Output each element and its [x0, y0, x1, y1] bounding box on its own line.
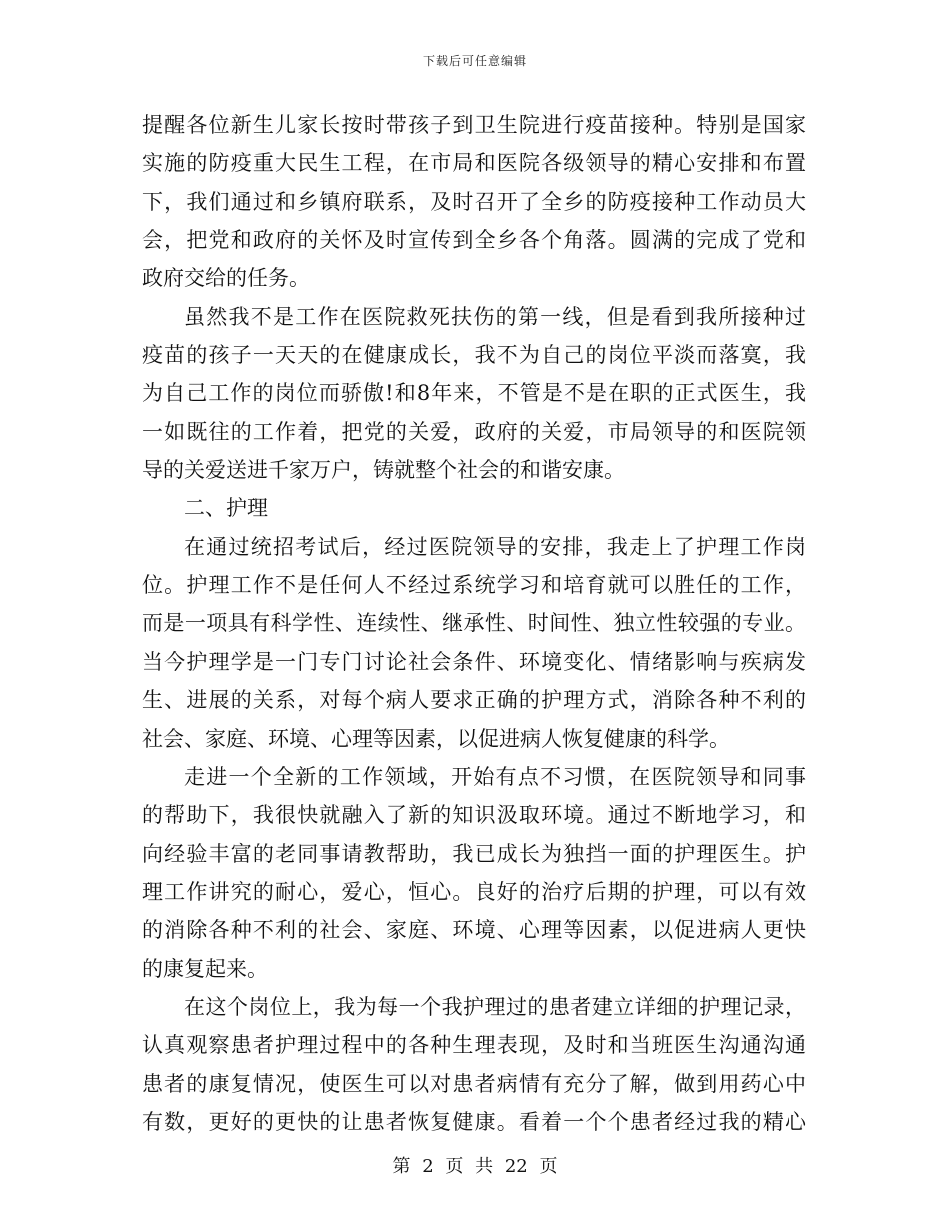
body-line: 提醒各位新生儿家长按时带孩子到卫生院进行疫苗接种。特别是国家	[142, 113, 806, 137]
section-heading: 二、护理	[184, 496, 268, 521]
body-line: 走进一个全新的工作领域，开始有点不习惯，在医院领导和同事	[184, 764, 806, 789]
body-line: 的消除各种不利的社会、家庭、环境、心理等因素，以促进病人更快	[142, 918, 806, 943]
body-line: 政府交给的任务。	[142, 266, 310, 291]
body-line: 生、进展的关系，对每个病人要求正确的护理方式，消除各种不利的	[142, 688, 806, 713]
body-line: 实施的防疫重大民生工程，在市局和医院各级领导的精心安排和布置	[142, 151, 806, 176]
body-line: 一如既往的工作着，把党的关爱，政府的关爱，市局领导的和医院领	[142, 419, 806, 444]
body-line: 社会、家庭、环境、心理等因素，以促进病人恢复健康的科学。	[142, 726, 730, 751]
body-line: 下，我们通过和乡镇府联系，及时召开了全乡的防疫接种工作动员大	[142, 189, 806, 214]
body-line: 患者的康复情况，使医生可以对患者病情有充分了解，做到用药心中	[142, 1071, 806, 1096]
body-line: 疫苗的孩子一天天的在健康成长，我不为自己的岗位平淡而落寞，我	[142, 343, 806, 368]
body-line: 位。护理工作不是任何人不经过系统学习和培育就可以胜任的工作，	[142, 573, 806, 598]
body-line: 导的关爱送进千家万户，铸就整个社会的和谐安康。	[142, 458, 625, 483]
page-number-footer: 第 2 页 共 22 页	[392, 1156, 558, 1177]
body-line: 认真观察患者护理过程中的各种生理表现，及时和当班医生沟通沟通	[142, 1033, 806, 1058]
body-line: 在通过统招考试后，经过医院领导的安排，我走上了护理工作岗	[184, 534, 806, 559]
body-line: 的康复起来。	[142, 956, 268, 981]
body-line: 的帮助下，我很快就融入了新的知识汲取环境。通过不断地学习，和	[142, 803, 806, 828]
page-header: 下载后可任意编辑	[422, 54, 527, 68]
body-line: 会，把党和政府的关怀及时宣传到全乡各个角落。圆满的完成了党和	[142, 228, 806, 253]
document-body	[142, 106, 806, 1141]
body-line: 为自己工作的岗位而骄傲!和8年来，不管是不是在职的正式医生，我	[142, 381, 806, 406]
body-line: 有数，更好的更快的让患者恢复健康。看着一个个患者经过我的精心	[142, 1109, 806, 1134]
body-line: 当今护理学是一门专门讨论社会条件、环境变化、情绪影响与疾病发	[142, 649, 806, 674]
body-line: 虽然我不是工作在医院救死扶伤的第一线，但是看到我所接种过	[184, 304, 806, 329]
body-line: 向经验丰富的老同事请教帮助，我已成长为独挡一面的护理医生。护	[142, 841, 806, 866]
body-line: 在这个岗位上，我为每一个我护理过的患者建立详细的护理记录，	[184, 994, 806, 1019]
body-line: 理工作讲究的耐心，爱心，恒心。良好的治疗后期的护理，可以有效	[142, 879, 806, 904]
body-line: 而是一项具有科学性、连续性、继承性、时间性、独立性较强的专业。	[142, 611, 806, 636]
